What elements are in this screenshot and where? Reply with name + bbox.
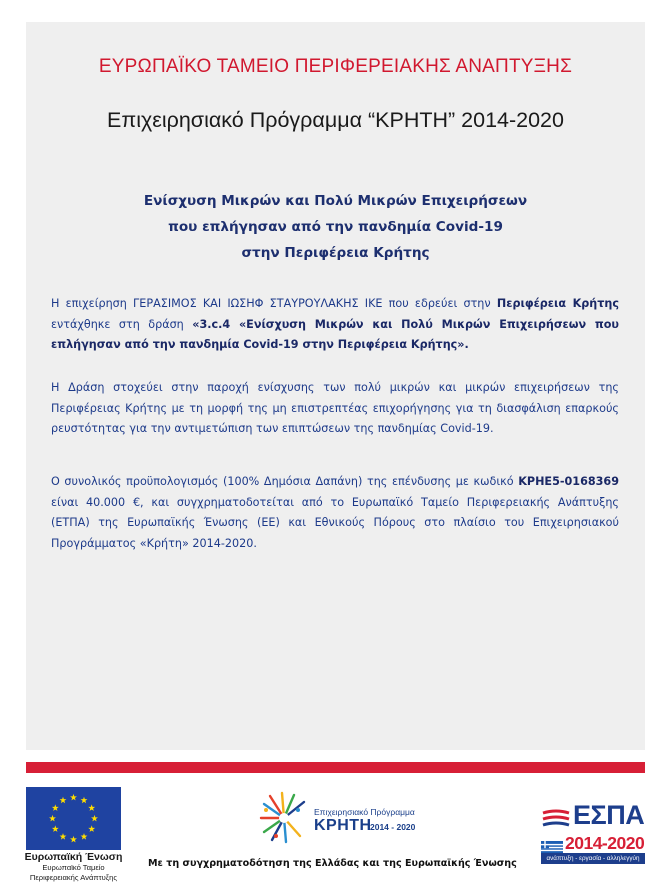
action-title-line-2: που επλήγησαν από την πανδημία Covid-19 xyxy=(168,219,503,235)
eu-star-icon xyxy=(70,836,77,843)
paragraph-budget xyxy=(51,472,619,554)
eu-name: Ευρωπαϊκή Ένωση xyxy=(24,851,123,863)
region-name: Περιφέρεια Κρήτης xyxy=(496,297,619,310)
action-title-line-3: στην Περιφέρεια Κρήτης xyxy=(241,245,430,261)
eu-star-icon xyxy=(52,825,59,832)
eu-star-icon xyxy=(91,815,98,822)
espa-word: ΕΣΠΑ xyxy=(573,800,645,830)
crete-program-name: ΚΡΗΤΗ xyxy=(314,817,372,834)
paragraph-budget-text-1: Ο συνολικός προϋπολογισμός (100% Δημόσια Δαπάνη) της επένδυσης με κωδικό xyxy=(51,475,519,488)
crete-program-emblem-icon xyxy=(256,790,312,844)
crete-program-logo xyxy=(256,790,428,844)
eu-star-icon xyxy=(49,815,56,822)
espa-tagline: ανάπτυξη - εργασία - αλληλεγγύη xyxy=(541,853,645,864)
program-title: Επιχειρησιακό Πρόγραμμα “ΚΡΗΤΗ” 2014-2020 xyxy=(107,108,564,132)
eu-star-icon xyxy=(60,797,67,804)
eu-star-icon xyxy=(52,804,59,811)
eu-star-icon xyxy=(81,833,88,840)
fund-title: ΕΥΡΩΠΑΪΚΟ ΤΑΜΕΙΟ ΠΕΡΙΦΕΡΕΙΑΚΗΣ ΑΝΑΠΤΥΞΗΣ xyxy=(98,56,573,77)
paragraph-purpose: Η Δράση στοχεύει στην παροχή ενίσχυσης των πολύ μικρών και μικρών επιχειρήσεων της Περιφέρειας Κρήτης με τη μορφή της μη επιστρεπτέας επιχορήγησης για τη διασφάλιση επαρκούς ρευστότητας για την αντιμετώπιση των επιπτώσεων της πανδημίας Covid-19. xyxy=(51,381,619,435)
espa-years: 2014-2020 xyxy=(565,833,645,853)
notice-panel xyxy=(26,22,645,750)
eu-sub-2: Περιφερειακής Ανάπτυξης xyxy=(29,872,118,882)
espa-logo xyxy=(541,800,645,864)
paragraph-inclusion-text-1: Η επιχείρηση ΓΕΡΑΣΙΜΟΣ ΚΑΙ ΙΩΣΗΦ ΣΤΑΥΡΟΥΛΑΚΗΣ ΙΚΕ που εδρεύει στην xyxy=(51,297,497,310)
red-divider xyxy=(26,762,645,773)
action-title xyxy=(26,188,645,266)
funding-note: Με τη συγχρηματοδότηση της Ελλάδας και της Ευρωπαϊκής Ένωσης xyxy=(148,858,517,869)
eu-star-icon xyxy=(88,825,95,832)
eu-star-icon xyxy=(81,797,88,804)
eu-flag-icon xyxy=(26,787,121,850)
action-title-line-1: Ενίσχυση Μικρών και Πολύ Μικρών Επιχειρήσεων xyxy=(143,193,528,209)
investment-code: ΚΡΗΕ5-0168369 xyxy=(518,475,619,488)
eu-star-icon xyxy=(60,833,67,840)
crete-program-years: 2014 - 2020 xyxy=(370,822,416,832)
action-reference: «3.c.4 «Ενίσχυση Μικρών και Πολύ Μικρών Επιχειρήσεων που επλήγησαν από την πανδημία Covid-19 στην Περιφέρεια Κρήτης». xyxy=(51,317,619,351)
eu-star-icon xyxy=(70,794,77,801)
paragraph-inclusion xyxy=(51,294,619,356)
paragraph-inclusion-text-2: εντάχθηκε στη δράση xyxy=(51,317,193,331)
paragraph-budget-text-2: είναι 40.000 €, και συγχρηματοδοτείται από το Ευρωπαϊκό Ταμείο Περιφερειακής Ανάπτυξης (ΕΤΠΑ) της Ευρωπαϊκής Ένωσης (ΕΕ) και Εθνικούς Πόρους στο πλαίσιο του Επιχειρησιακού Προγράμματος «Κρήτη» 2014-2020. xyxy=(51,495,619,550)
crete-program-label: Επιχειρησιακό Πρόγραμμα xyxy=(314,807,415,817)
eu-caption xyxy=(20,851,127,882)
eu-sub-1: Ευρωπαϊκό Ταμείο xyxy=(42,863,105,872)
greek-flag-icon xyxy=(541,839,563,852)
espa-stripes-icon xyxy=(541,809,571,831)
eu-star-icon xyxy=(88,804,95,811)
